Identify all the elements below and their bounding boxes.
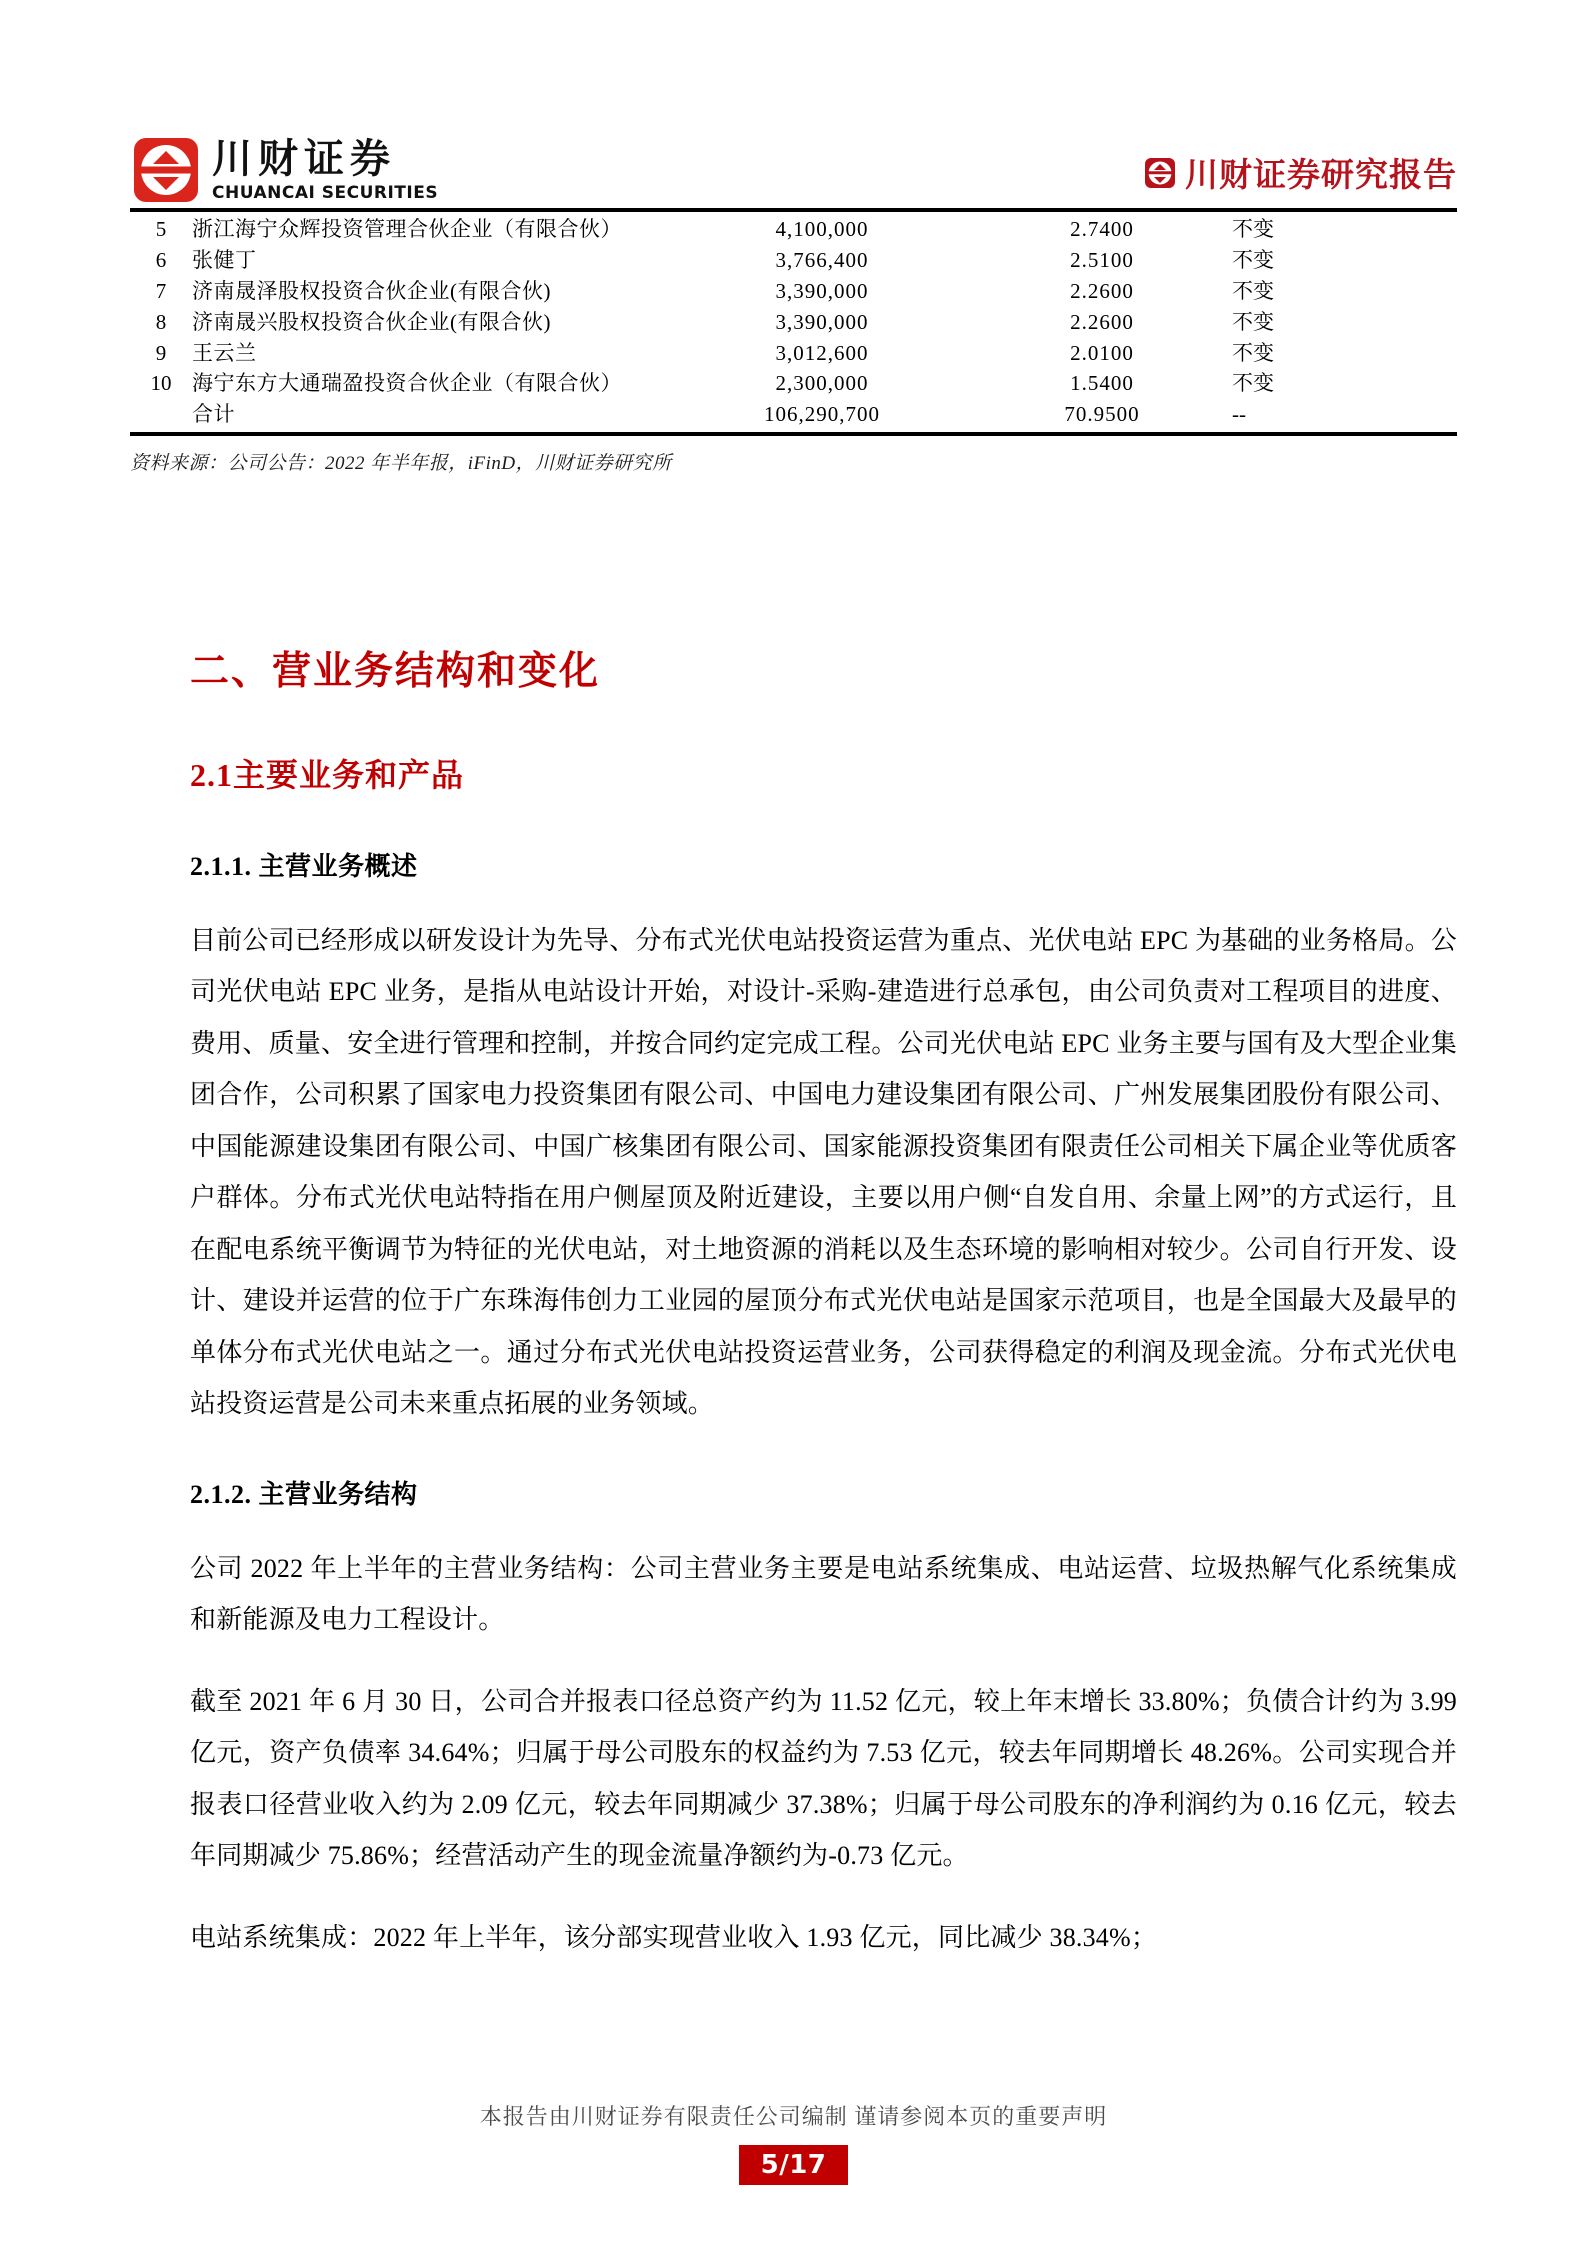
row-percent: 2.2600 xyxy=(1070,278,1134,303)
row-index: 7 xyxy=(155,278,167,303)
subsection-heading-2-1: 2.1主要业务和产品 xyxy=(190,757,465,793)
table-row xyxy=(130,307,1457,338)
row-percent: 2.5100 xyxy=(1070,247,1134,272)
row-shares: 3,012,600 xyxy=(775,340,869,365)
footer-disclaimer: 本报告由川财证券有限责任公司编制 谨请参阅本页的重要声明 xyxy=(479,2104,1108,2129)
subsection-heading-2-1-2: 2.1.2. 主营业务结构 xyxy=(190,1479,418,1509)
paragraph-business-structure: 公司 2022 年上半年的主营业务结构：公司主营业务主要是电站系统集成、电站运营、垃圾热解气化系统集成和新能源及电力工程设计。 xyxy=(190,1553,1457,1635)
row-change: 不变 xyxy=(1232,340,1274,365)
page-header xyxy=(0,60,1587,210)
row-shares: 106,290,700 xyxy=(764,402,880,427)
section-heading-2: 二、营业务结构和变化 xyxy=(190,650,601,693)
row-shares: 2,300,000 xyxy=(775,371,869,396)
row-percent: 70.9500 xyxy=(1064,402,1140,427)
row-change: 不变 xyxy=(1232,217,1274,241)
row-name: 济南晟兴股权投资合伙企业(有限合伙) xyxy=(192,309,551,334)
row-index xyxy=(130,399,192,430)
row-percent: 2.7400 xyxy=(1070,217,1134,241)
page-footer xyxy=(0,2100,1587,2185)
report-label xyxy=(1145,149,1457,196)
table-source-note: 资料来源：公司公告：2022 年半年报，iFinD，川财证券研究所 xyxy=(130,453,672,475)
shareholder-table-section xyxy=(130,214,1457,475)
row-index: 8 xyxy=(155,309,167,334)
row-shares: 3,766,400 xyxy=(775,247,869,272)
paragraph-segment-revenue: 电站系统集成：2022 年上半年，该分部实现营业收入 1.93 亿元，同比减少 38.34%； xyxy=(190,1922,1158,1952)
row-index: 10 xyxy=(150,371,172,396)
row-index: 9 xyxy=(155,340,167,365)
table-row-total xyxy=(130,399,1457,430)
brand-name-cn: 川财证券 xyxy=(212,135,396,182)
row-change: 不变 xyxy=(1232,371,1274,396)
row-name: 浙江海宁众辉投资管理合伙企业（有限合伙） xyxy=(192,217,622,241)
row-change: 不变 xyxy=(1232,278,1274,303)
table-row xyxy=(130,276,1457,307)
table-row xyxy=(130,245,1457,276)
report-badge-icon xyxy=(1145,158,1175,188)
table-row xyxy=(130,214,1457,245)
report-label-text: 川财证券研究报告 xyxy=(1185,158,1457,194)
main-content xyxy=(190,640,1457,1993)
row-shares: 4,100,000 xyxy=(775,217,869,241)
row-name: 王云兰 xyxy=(192,340,257,365)
row-name: 张健丁 xyxy=(192,247,257,272)
company-logo xyxy=(134,135,439,203)
table-row xyxy=(130,368,1457,399)
row-shares: 3,390,000 xyxy=(775,309,869,334)
row-percent: 2.0100 xyxy=(1070,340,1134,365)
row-change: 不变 xyxy=(1232,247,1274,272)
brand-name-en: CHUANCAI SECURITIES xyxy=(212,182,439,203)
row-change: 不变 xyxy=(1232,309,1274,334)
table-bottom-divider xyxy=(130,432,1457,436)
paragraph-financials: 截至 2021 年 6 月 30 日，公司合并报表口径总资产约为 11.52 亿元，较上年末增长 33.80%；负债合计约为 3.99 亿元，资产负债率 34.64%；归属于母公司股东的权益约为 7.53 亿元，较去年同期增长 48.26%。公司实现合并报表口径营业收入约为 2.09 亿元，较去年同期减少 37.38%；归属于母公司股东的净利润约为 0.16 亿元，较去年同期减少 75.86%；经营活动产生的现金流量净额约为-0.73 亿元。 xyxy=(190,1686,1457,1871)
row-index: 5 xyxy=(155,217,167,241)
row-index: 6 xyxy=(155,247,167,272)
header-divider xyxy=(130,208,1457,212)
row-percent: 1.5400 xyxy=(1070,371,1134,396)
page-number-badge: 5/17 xyxy=(739,2145,849,2185)
row-name: 海宁东方大通瑞盈投资合伙企业（有限合伙） xyxy=(192,371,622,396)
subsection-heading-2-1-1: 2.1.1. 主营业务概述 xyxy=(190,852,418,881)
row-name: 合计 xyxy=(192,402,235,427)
chuancai-logo-icon xyxy=(134,138,198,202)
row-shares: 3,390,000 xyxy=(775,278,869,303)
paragraph-business-overview: 目前公司已经形成以研发设计为先导、分布式光伏电站投资运营为重点、光伏电站 EPC 为基础的业务格局。公司光伏电站 EPC 业务，是指从电站设计开始，对设计-采购-建造进行总承包，由公司负责对工程项目的进度、费用、质量、安全进行管理和控制，并按合同约定完成工程。公司光伏电站 EPC 业务主要与国有及大型企业集团合作，公司积累了国家电力投资集团有限公司、中国电力建设集团有限公司、广州发展集团股份有限公司、中国能源建设集团有限公司、中国广核集团有限公司、国家能源投资集团有限责任公司相关下属企业等优质客户群体。分布式光伏电站特指在用户侧屋顶及附近建设，主要以用户侧“自发自用、余量上网”的方式运行，且在配电系统平衡调节为特征的光伏电站，对土地资源的消耗以及生态环境的影响相对较少。公司自行开发、设计、建设并运营的位于广东珠海伟创力工业园的屋顶分布式光伏电站是国家示范项目，也是全国最大及最早的单体分布式光伏电站之一。通过分布式光伏电站投资运营业务，公司获得稳定的利润及现金流。分布式光伏电站投资运营是公司未来重点拓展的业务领域。 xyxy=(190,926,1457,1419)
table-body xyxy=(130,214,1457,430)
shareholder-table xyxy=(130,214,1457,430)
row-name: 济南晟泽股权投资合伙企业(有限合伙) xyxy=(192,278,551,303)
row-change: -- xyxy=(1232,402,1246,427)
table-row xyxy=(130,338,1457,369)
row-percent: 2.2600 xyxy=(1070,309,1134,334)
